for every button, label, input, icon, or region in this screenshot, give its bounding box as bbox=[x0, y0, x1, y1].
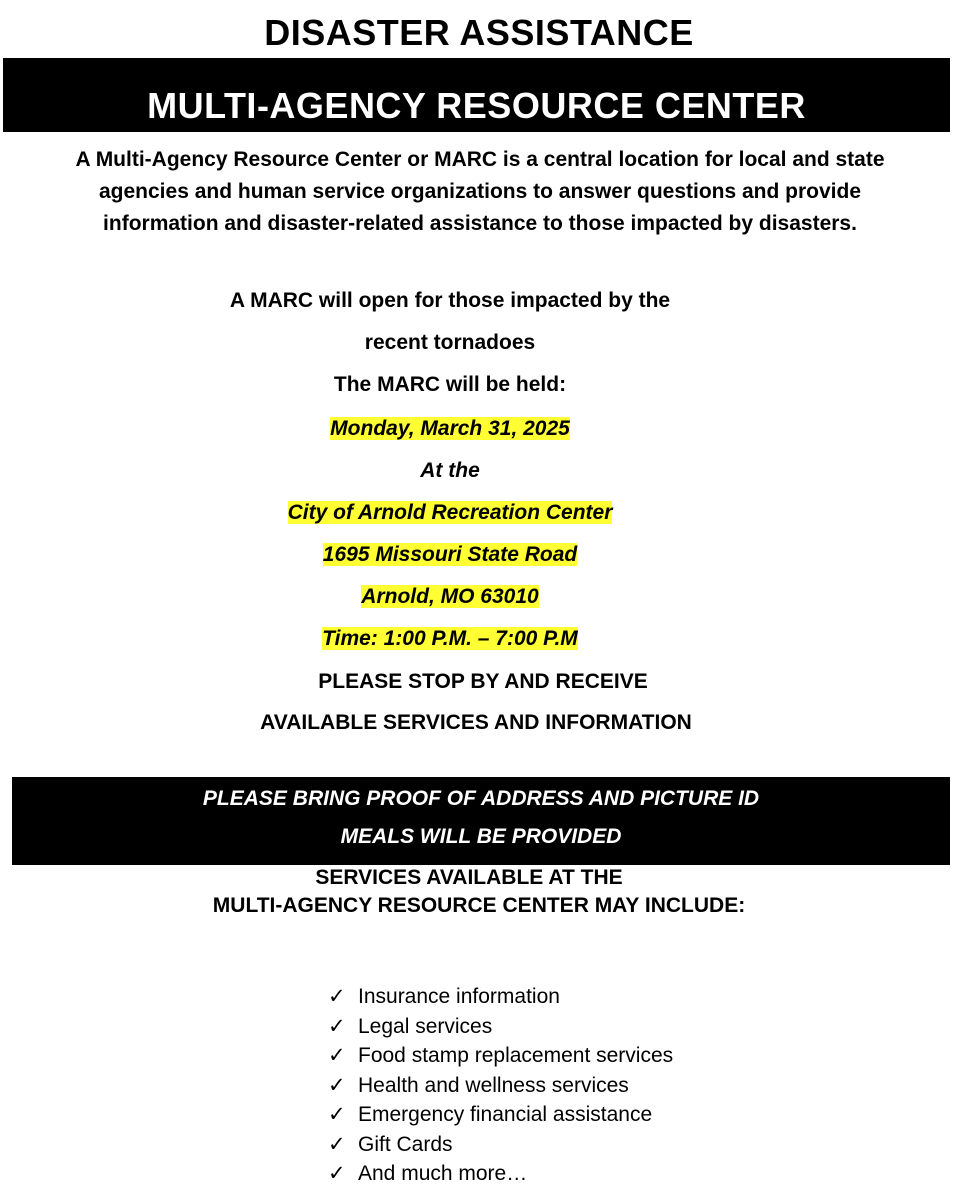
event-cta-1 bbox=[0, 667, 958, 697]
checkmark-icon: ✓ bbox=[328, 1014, 346, 1038]
event-city-text: Arnold, MO 63010 bbox=[361, 585, 539, 608]
service-item-label: Emergency financial assistance bbox=[358, 1103, 653, 1126]
event-line-2-text: recent tornadoes bbox=[364, 331, 536, 354]
title-banner-text: MULTI-AGENCY RESOURCE CENTER bbox=[147, 85, 806, 126]
services-list bbox=[328, 982, 673, 1189]
service-item bbox=[328, 1130, 673, 1160]
service-item-label: Gift Cards bbox=[358, 1132, 453, 1156]
event-time bbox=[0, 624, 900, 654]
service-item bbox=[328, 1100, 673, 1130]
services-heading-line-1: SERVICES AVAILABLE AT THE bbox=[315, 866, 623, 889]
notice-line-2: MEALS WILL BE PROVIDED bbox=[340, 825, 622, 848]
event-time-text: Time: 1:00 P.M. – 7:00 P.M bbox=[322, 627, 578, 650]
service-item-label: Legal services bbox=[358, 1014, 493, 1038]
page-title: DISASTER ASSISTANCE bbox=[264, 12, 694, 53]
service-item bbox=[328, 982, 673, 1012]
event-venue bbox=[0, 498, 900, 528]
event-line-1 bbox=[0, 286, 900, 316]
notice-banner bbox=[12, 777, 950, 865]
event-at-text: At the bbox=[420, 459, 480, 482]
title-banner bbox=[3, 58, 950, 132]
event-line-3-text: The MARC will be held: bbox=[333, 373, 567, 396]
notice-line-1: PLEASE BRING PROOF OF ADDRESS AND PICTURE ID bbox=[202, 787, 760, 810]
checkmark-icon: ✓ bbox=[328, 1044, 346, 1067]
event-street-text: 1695 Missouri State Road bbox=[322, 543, 578, 566]
service-item-label: Food stamp replacement services bbox=[358, 1044, 674, 1067]
service-item bbox=[328, 1012, 673, 1042]
event-city bbox=[0, 582, 900, 612]
service-item bbox=[328, 1071, 673, 1101]
event-street bbox=[0, 540, 900, 570]
event-line-3 bbox=[0, 370, 900, 400]
service-item-label: Insurance information bbox=[358, 985, 560, 1008]
event-venue-text: City of Arnold Recreation Center bbox=[287, 501, 613, 524]
event-cta-1-text: PLEASE STOP BY AND RECEIVE bbox=[318, 670, 648, 693]
event-line-2 bbox=[0, 328, 900, 358]
event-date-text: Monday, March 31, 2025 bbox=[330, 417, 570, 440]
checkmark-icon: ✓ bbox=[328, 1103, 346, 1126]
event-at bbox=[0, 456, 900, 486]
service-item bbox=[328, 1159, 673, 1189]
service-item bbox=[328, 1041, 673, 1071]
services-heading bbox=[0, 864, 958, 920]
event-cta-2-text: AVAILABLE SERVICES AND INFORMATION bbox=[260, 711, 692, 734]
service-item-label: And much more… bbox=[358, 1162, 528, 1185]
checkmark-icon: ✓ bbox=[328, 1132, 346, 1156]
services-heading-line-2: MULTI-AGENCY RESOURCE CENTER MAY INCLUDE: bbox=[212, 894, 746, 917]
service-item-label: Health and wellness services bbox=[358, 1073, 629, 1097]
event-date bbox=[0, 414, 900, 444]
checkmark-icon: ✓ bbox=[328, 1162, 346, 1185]
event-line-1-text: A MARC will open for those impacted by the bbox=[229, 289, 671, 312]
intro-paragraph: A Multi-Agency Resource Center or MARC is a central location for local and state agencies and human service organizations to answer questions and provide information and disaster-related assistance to those impacted by disasters. bbox=[75, 148, 885, 235]
checkmark-icon: ✓ bbox=[328, 985, 346, 1008]
checkmark-icon: ✓ bbox=[328, 1073, 346, 1097]
event-cta-2 bbox=[0, 708, 952, 738]
